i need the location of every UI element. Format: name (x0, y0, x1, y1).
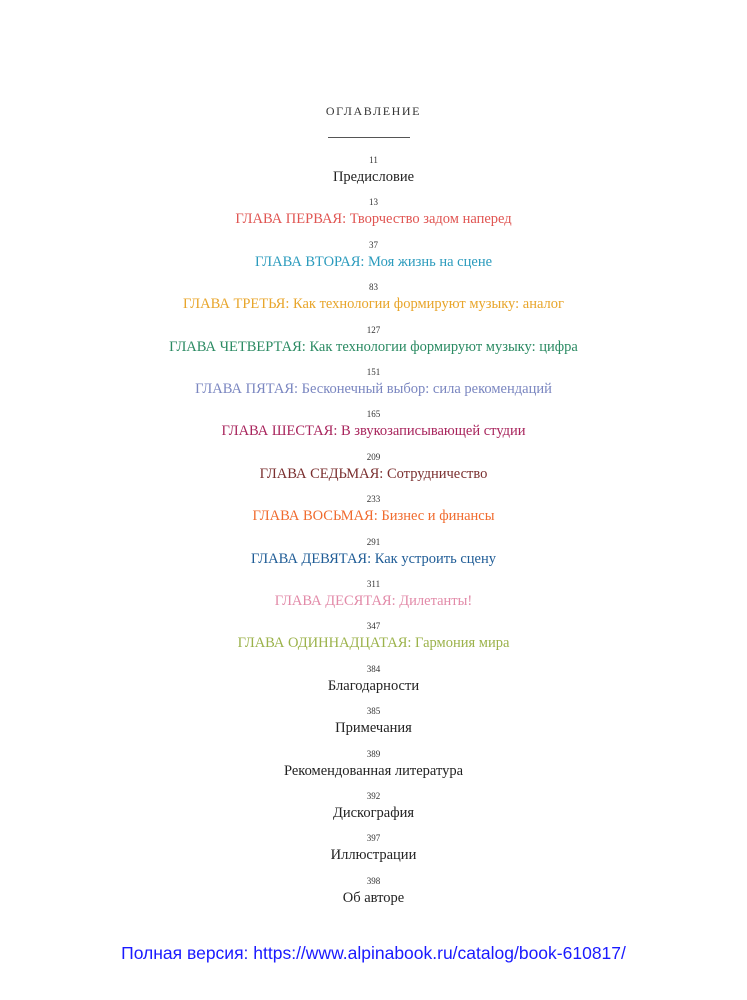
toc-page-number: 127 (366, 324, 381, 335)
toc-entry[interactable] (0, 494, 747, 525)
toc-entry-label: ГЛАВА ШЕСТАЯ: В звукозаписывающей студии (221, 423, 526, 440)
toc-page-number: 291 (366, 536, 381, 547)
toc-entry-label: ГЛАВА ДЕВЯТАЯ: Как устроить сцену (250, 550, 496, 567)
toc-entry[interactable] (0, 621, 747, 652)
toc-entry-label: Благодарности (327, 677, 420, 694)
toc-entry-label: ГЛАВА ТРЕТЬЯ: Как технологии формируют музыку: аналог (183, 296, 564, 313)
toc-entry[interactable] (0, 791, 747, 822)
toc-entry-label: Дискография (332, 805, 415, 821)
toc-entry[interactable] (0, 197, 747, 228)
toc-entry[interactable] (0, 452, 747, 483)
toc-entry[interactable] (0, 579, 747, 610)
toc-page-number: 397 (366, 833, 381, 844)
toc-entry[interactable] (0, 282, 747, 313)
toc-entry-label: ГЛАВА ДЕСЯТАЯ: Дилетанты! (274, 593, 473, 609)
toc-entry[interactable] (0, 537, 747, 568)
toc-entry-label: Предисловие (332, 169, 415, 185)
toc-entry-label: Иллюстрации (330, 847, 417, 864)
full-version-link[interactable]: Полная версия: https://www.alpinabook.ru/catalog/book-610817/ (121, 943, 626, 963)
title-divider (328, 137, 410, 138)
toc-entry-label: Примечания (335, 720, 412, 737)
toc-page-number: 83 (369, 282, 378, 293)
toc-entry-label: ГЛАВА СЕДЬМАЯ: Сотрудничество (259, 465, 488, 482)
toc-page-number: 392 (366, 791, 381, 801)
toc-entry-label: ГЛАВА ПЯТАЯ: Бесконечный выбор: сила рекомендаций (195, 381, 552, 397)
toc-page-number: 384 (366, 663, 381, 674)
toc-entry-label: Об авторе (342, 889, 405, 906)
toc-page-number: 209 (366, 451, 381, 462)
toc-entry[interactable] (0, 409, 747, 440)
toc-page-number: 165 (366, 409, 381, 420)
toc-page-number: 233 (366, 494, 381, 505)
toc-page-number: 347 (366, 621, 381, 632)
toc-entry[interactable] (0, 876, 747, 907)
toc-entry-label: ГЛАВА ПЕРВАЯ: Творчество задом наперед (235, 211, 512, 228)
toc-page-number: 311 (366, 579, 381, 589)
toc-entry-label: Рекомендованная литература (283, 762, 464, 779)
toc-entry[interactable] (0, 155, 747, 186)
toc-entry-label: ГЛАВА ОДИННАДЦАТАЯ: Гармония мира (237, 635, 510, 652)
toc-page-number: 37 (369, 239, 378, 250)
toc-page-number: 13 (369, 197, 378, 208)
toc-entry[interactable] (0, 664, 747, 695)
toc-entry[interactable] (0, 833, 747, 864)
toc-entry[interactable] (0, 367, 747, 398)
toc-page-number: 11 (369, 155, 378, 165)
toc-entry[interactable] (0, 706, 747, 737)
toc-page-number: 385 (366, 706, 381, 717)
toc-entry-label: ГЛАВА ЧЕТВЕРТАЯ: Как технологии формируют музыку: цифра (169, 338, 578, 355)
toc-page-number: 398 (366, 875, 381, 886)
toc-title: ОГЛАВЛЕНИЕ (325, 104, 422, 118)
toc-page-number: 151 (366, 367, 381, 377)
toc-entry[interactable] (0, 240, 747, 271)
toc-entry-label: ГЛАВА ВТОРАЯ: Моя жизнь на сцене (254, 253, 493, 270)
toc-entry-label: ГЛАВА ВОСЬМАЯ: Бизнес и финансы (252, 508, 495, 525)
toc-entry[interactable] (0, 325, 747, 356)
toc-page-number: 389 (366, 748, 381, 759)
toc-entry[interactable] (0, 749, 747, 780)
